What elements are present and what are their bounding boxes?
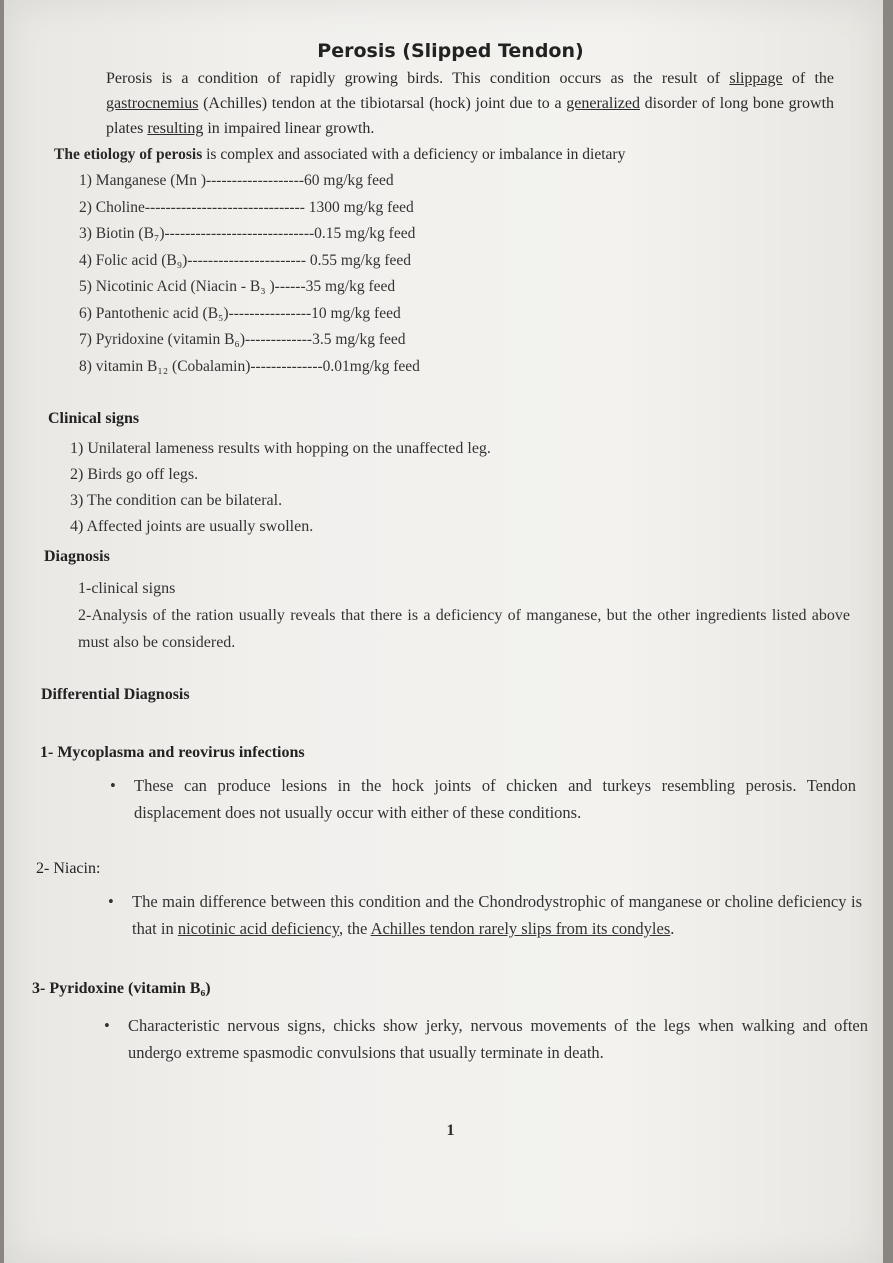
requirement-item: 2) Choline------------------------------- 1300 mg/kg feed — [79, 198, 414, 216]
intro-underlined-word: generalized — [566, 95, 640, 112]
intro-text: of the — [782, 70, 835, 87]
bullet-underlined-text: nicotinic acid deficiency — [177, 919, 339, 938]
clinical-sign-item: 1) Unilateral lameness results with hopping on the unaffected leg. — [70, 440, 491, 457]
requirement-item: 8) vitamin B₁₂ (Cobalamin)--------------0.01mg/kg feed — [79, 357, 420, 375]
differential-diagnosis-heading: Differential Diagnosis — [41, 686, 190, 703]
intro-underlined-word: resulting — [147, 120, 204, 137]
bullet-icon: • — [110, 776, 116, 795]
clinical-sign-item: 4) Affected joints are usually swollen. — [70, 518, 314, 535]
page-title: Perosis (Slipped Tendon) — [317, 40, 584, 62]
requirement-item: 5) Nicotinic Acid (Niacin - B₃ )------35 mg/kg feed — [79, 278, 396, 295]
etiology-bold: The etiology of perosis — [54, 146, 203, 163]
differential-section-2-bullet — [108, 888, 862, 942]
intro-text: (Achilles) tendon at the tibiotarsal (hock) joint due to a — [198, 95, 562, 112]
bullet-underlined-text: Achilles tendon rarely slips from its condyles — [370, 919, 671, 938]
bullet-text: Characteristic nervous signs, chicks show jerky, nervous movements of the legs when walking and often undergo extreme spasmodic convulsions that usually terminate in death. — [128, 1016, 868, 1062]
bullet-icon: • — [104, 1016, 110, 1035]
clinical-sign-item: 3) The condition can be bilateral. — [70, 492, 283, 509]
clinical-signs-heading: Clinical signs — [48, 410, 140, 427]
intro-text: Perosis is a condition of rapidly growing birds. This condition occurs as the result of — [106, 70, 721, 87]
bullet-icon: • — [108, 892, 114, 911]
differential-section-3-heading: 3- Pyridoxine (vitamin B₆) — [32, 980, 211, 997]
differential-section-1-heading: 1- Mycoplasma and reovirus infections — [40, 744, 305, 761]
intro-text: disorder of long bone growth plates — [106, 95, 835, 137]
requirement-item: 3) Biotin (B₇)-----------------------------0.15 mg/kg feed — [79, 225, 416, 242]
requirement-item: 4) Folic acid (B₉)----------------------- 0.55 mg/kg feed — [79, 251, 412, 269]
requirement-item: 7) Pyridoxine (vitamin B₆)-------------3.5 mg/kg feed — [79, 331, 406, 348]
etiology-line — [54, 146, 814, 164]
bullet-text: The main difference between this condition and the Chondrodystrophic of manganese or choline deficiency is that in — [132, 892, 862, 938]
diagnosis-item: 2-Analysis of the ration usually reveals that there is a deficiency of manganese, but the other ingredients listed above must also be considered. — [78, 607, 850, 651]
bullet-text: , the — [338, 919, 371, 938]
differential-section-3-bullet — [104, 1012, 868, 1066]
bullet-text: These can produce lesions in the hock joints of chicken and turkeys resembling perosis. Tendon displacement does not usually occur with either of these conditions. — [134, 776, 856, 822]
etiology-text: is complex and associated with a deficiency or imbalance in dietary — [202, 146, 626, 163]
clinical-signs-list — [70, 440, 491, 544]
page-number: 1 — [446, 1122, 455, 1139]
clinical-sign-item: 2) Birds go off legs. — [70, 466, 199, 483]
diagnosis-heading: Diagnosis — [44, 548, 110, 565]
document-page — [4, 0, 883, 1263]
bullet-text: . — [670, 919, 675, 938]
intro-underlined-word: slippage — [729, 70, 783, 87]
intro-paragraph — [106, 66, 834, 141]
differential-section-2-heading: 2- Niacin: — [36, 860, 101, 877]
diagnosis-body — [78, 575, 850, 656]
requirements-list — [79, 172, 420, 384]
intro-text: in impaired linear growth. — [203, 120, 375, 137]
intro-underlined-word: gastrocnemius — [106, 95, 199, 112]
requirement-item: 1) Manganese (Mn )-------------------60 mg/kg feed — [79, 172, 394, 189]
differential-section-1-bullet — [110, 772, 856, 826]
diagnosis-item: 1-clinical signs — [78, 580, 176, 597]
requirement-item: 6) Pantothenic acid (B₅)----------------10 mg/kg feed — [79, 304, 401, 322]
